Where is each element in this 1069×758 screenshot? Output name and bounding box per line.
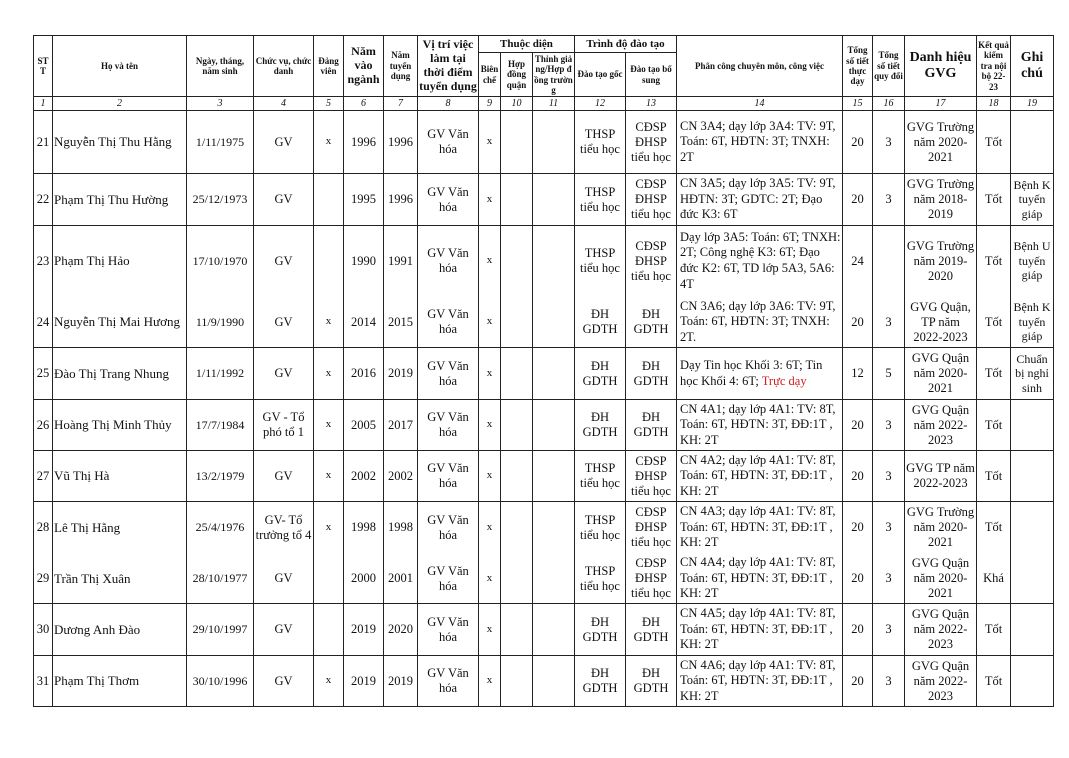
header-inspection: Kết quả kiểm tra nội bộ 22- 23 bbox=[977, 36, 1011, 97]
table-row bbox=[34, 554, 1054, 604]
cell-gvg: GVG TP năm 2022-2023 bbox=[905, 451, 977, 502]
cell-year-hired: 1991 bbox=[384, 226, 418, 297]
header-training: Trình độ đào tạo bbox=[575, 36, 677, 53]
cell-year-field: 2019 bbox=[344, 656, 384, 707]
cell-orig: THSP tiểu học bbox=[575, 174, 626, 226]
column-number: 14 bbox=[677, 97, 843, 111]
assignment-text: CN 3A5; dạy lớp 3A5: TV: 9T, HĐTN: 3T; GDTC: 2T; Đạo đức K3: 6T bbox=[680, 176, 836, 222]
cell-year-hired: 1996 bbox=[384, 174, 418, 226]
cell-perm: x bbox=[479, 226, 501, 297]
table-row bbox=[34, 451, 1054, 502]
cell-empty bbox=[501, 656, 533, 707]
cell-year-hired: 2015 bbox=[384, 297, 418, 348]
staff-table bbox=[33, 35, 1054, 707]
column-number: 19 bbox=[1011, 97, 1054, 111]
cell-dob: 11/9/1990 bbox=[187, 297, 254, 348]
cell-dob: 25/4/1976 bbox=[187, 502, 254, 554]
cell-empty bbox=[533, 604, 575, 656]
cell-orig: THSP tiểu học bbox=[575, 226, 626, 297]
header-cat-school: Thỉnh giảng/Hợp đồng trường bbox=[534, 53, 573, 95]
cell-name: Lê Thị Hằng bbox=[53, 502, 187, 554]
cell-job: GV Văn hóa bbox=[418, 226, 479, 297]
cell-stt: 28 bbox=[34, 502, 53, 554]
cell-position: GV bbox=[254, 348, 314, 400]
header-periods-actual: Tổng số tiết thực dạy bbox=[843, 36, 873, 97]
cell-year-field: 1996 bbox=[344, 111, 384, 174]
cell-job: GV Văn hóa bbox=[418, 174, 479, 226]
column-number: 5 bbox=[314, 97, 344, 111]
column-number: 18 bbox=[977, 97, 1011, 111]
cell-year-hired: 1996 bbox=[384, 111, 418, 174]
cell-position: GV bbox=[254, 451, 314, 502]
cell-note: Chuẩn bị nghỉ sinh bbox=[1011, 348, 1054, 400]
table-row bbox=[34, 348, 1054, 400]
header-train-orig: Đào tạo gốc bbox=[575, 53, 626, 97]
cell-p-actual: 20 bbox=[843, 554, 873, 604]
cell-year-field: 2000 bbox=[344, 554, 384, 604]
cell-extra: CĐSP ĐHSP tiểu học bbox=[626, 226, 677, 297]
assignment-text: CN 4A3; dạy lớp 4A1: TV: 8T, Toán: 6T, HĐTN: 3T, ĐĐ:1T , KH: 2T bbox=[680, 504, 836, 550]
assignment-text: Dạy lớp 3A5: Toán: 6T; TNXH: 2T; Công nghệ K3: 6T; Đạo đức K2: 6T, TD lớp 5A3, 5A6: 4T bbox=[680, 229, 841, 291]
cell-p-conv: 3 bbox=[873, 604, 905, 656]
cell-p-conv: 3 bbox=[873, 400, 905, 451]
column-number: 11 bbox=[533, 97, 575, 111]
cell-result: Tốt bbox=[977, 297, 1011, 348]
cell-stt: 24 bbox=[34, 297, 53, 348]
column-number: 3 bbox=[187, 97, 254, 111]
cell-result: Tốt bbox=[977, 111, 1011, 174]
cell-extra: ĐH GDTH bbox=[626, 604, 677, 656]
cell-p-conv: 3 bbox=[873, 297, 905, 348]
cell-p-conv: 3 bbox=[873, 656, 905, 707]
cell-assign bbox=[677, 174, 843, 226]
cell-assign bbox=[677, 297, 843, 348]
cell-gvg: GVG Trường năm 2019-2020 bbox=[905, 226, 977, 297]
table-row bbox=[34, 400, 1054, 451]
cell-p-actual: 20 bbox=[843, 400, 873, 451]
cell-dob: 1/11/1975 bbox=[187, 111, 254, 174]
cell-year-hired: 2001 bbox=[384, 554, 418, 604]
cell-dob: 1/11/1992 bbox=[187, 348, 254, 400]
cell-empty bbox=[501, 554, 533, 604]
cell-perm: x bbox=[479, 554, 501, 604]
cell-gvg: GVG Quận năm 2022-2023 bbox=[905, 604, 977, 656]
cell-job: GV Văn hóa bbox=[418, 451, 479, 502]
cell-stt: 23 bbox=[34, 226, 53, 297]
cell-party: x bbox=[314, 297, 344, 348]
cell-job: GV Văn hóa bbox=[418, 604, 479, 656]
column-number: 10 bbox=[501, 97, 533, 111]
cell-assign bbox=[677, 348, 843, 400]
cell-empty bbox=[501, 111, 533, 174]
header-train-extra: Đào tạo bổ sung bbox=[626, 53, 677, 97]
cell-empty bbox=[533, 656, 575, 707]
cell-extra: CĐSP ĐHSP tiểu học bbox=[626, 554, 677, 604]
header-periods-conv: Tổng số tiết quy đổi bbox=[873, 36, 905, 97]
assignment-text: CN 4A6; dạy lớp 4A1: TV: 8T, Toán: 6T, HĐTN: 3T, ĐĐ:1T , KH: 2T bbox=[680, 657, 836, 703]
cell-dob: 13/2/1979 bbox=[187, 451, 254, 502]
cell-year-hired: 2020 bbox=[384, 604, 418, 656]
assignment-text: CN 3A4; dạy lớp 3A4: TV: 9T, Toán: 6T, HĐTN: 3T; TNXH: 2T bbox=[680, 118, 836, 164]
cell-gvg: GVG Quận năm 2020-2021 bbox=[905, 554, 977, 604]
cell-assign bbox=[677, 226, 843, 297]
cell-extra: CĐSP ĐHSP tiểu học bbox=[626, 111, 677, 174]
cell-stt: 27 bbox=[34, 451, 53, 502]
cell-job: GV Văn hóa bbox=[418, 554, 479, 604]
cell-gvg: GVG Quận năm 2022-2023 bbox=[905, 656, 977, 707]
cell-p-actual: 20 bbox=[843, 502, 873, 554]
cell-result: Tốt bbox=[977, 451, 1011, 502]
assignment-text: CN 4A5; dạy lớp 4A1: TV: 8T, Toán: 6T, HĐTN: 3T, ĐĐ:1T , KH: 2T bbox=[680, 606, 836, 652]
cell-position: GV bbox=[254, 226, 314, 297]
cell-empty bbox=[501, 451, 533, 502]
cell-empty bbox=[533, 400, 575, 451]
cell-p-conv: 3 bbox=[873, 554, 905, 604]
cell-position: GV bbox=[254, 554, 314, 604]
cell-p-actual: 20 bbox=[843, 451, 873, 502]
cell-assign bbox=[677, 656, 843, 707]
column-number: 15 bbox=[843, 97, 873, 111]
cell-year-hired: 2017 bbox=[384, 400, 418, 451]
cell-extra: CĐSP ĐHSP tiểu học bbox=[626, 174, 677, 226]
cell-empty bbox=[501, 348, 533, 400]
cell-extra: CĐSP ĐHSP tiểu học bbox=[626, 502, 677, 554]
cell-p-conv: 3 bbox=[873, 111, 905, 174]
cell-year-hired: 2019 bbox=[384, 348, 418, 400]
cell-dob: 17/10/1970 bbox=[187, 226, 254, 297]
cell-extra: ĐH GDTH bbox=[626, 656, 677, 707]
cell-empty bbox=[501, 226, 533, 297]
cell-assign bbox=[677, 604, 843, 656]
cell-p-actual: 20 bbox=[843, 604, 873, 656]
header-job: Vị trí việc làm tại thời điểm tuyển dụng bbox=[418, 36, 479, 97]
cell-p-conv: 5 bbox=[873, 348, 905, 400]
cell-empty bbox=[501, 297, 533, 348]
cell-note: Bệnh U tuyến giáp bbox=[1011, 226, 1054, 297]
cell-note: Bệnh K tuyến giáp bbox=[1011, 297, 1054, 348]
cell-job: GV Văn hóa bbox=[418, 348, 479, 400]
cell-gvg: GVG Trường năm 2020-2021 bbox=[905, 111, 977, 174]
cell-perm: x bbox=[479, 111, 501, 174]
column-number: 7 bbox=[384, 97, 418, 111]
cell-p-conv bbox=[873, 226, 905, 297]
cell-empty bbox=[533, 297, 575, 348]
cell-perm: x bbox=[479, 502, 501, 554]
cell-p-actual: 20 bbox=[843, 111, 873, 174]
cell-name: Hoàng Thị Minh Thủy bbox=[53, 400, 187, 451]
cell-year-hired: 2002 bbox=[384, 451, 418, 502]
column-number: 13 bbox=[626, 97, 677, 111]
cell-job: GV Văn hóa bbox=[418, 297, 479, 348]
cell-party: x bbox=[314, 348, 344, 400]
cell-result: Tốt bbox=[977, 604, 1011, 656]
cell-position: GV bbox=[254, 604, 314, 656]
cell-party bbox=[314, 226, 344, 297]
cell-gvg: GVG Quận năm 2020-2021 bbox=[905, 348, 977, 400]
cell-orig: ĐH GDTH bbox=[575, 400, 626, 451]
header-stt: ST T bbox=[34, 36, 53, 97]
table-row bbox=[34, 111, 1054, 174]
cell-position: GV- Tổ trưởng tổ 4 bbox=[254, 502, 314, 554]
cell-perm: x bbox=[479, 656, 501, 707]
table-row bbox=[34, 174, 1054, 226]
cell-empty bbox=[533, 174, 575, 226]
assignment-text: CN 4A4; dạy lớp 4A1: TV: 8T, Toán: 6T, HĐTN: 3T, ĐĐ:1T , KH: 2T bbox=[680, 555, 836, 601]
cell-position: GV - Tổ phó tổ 1 bbox=[254, 400, 314, 451]
cell-job: GV Văn hóa bbox=[418, 111, 479, 174]
cell-stt: 22 bbox=[34, 174, 53, 226]
cell-assign bbox=[677, 451, 843, 502]
cell-dob: 17/7/1984 bbox=[187, 400, 254, 451]
cell-p-actual: 20 bbox=[843, 174, 873, 226]
cell-perm: x bbox=[479, 348, 501, 400]
cell-p-actual: 12 bbox=[843, 348, 873, 400]
cell-dob: 25/12/1973 bbox=[187, 174, 254, 226]
header-cat-district: Hợp đồng quận bbox=[501, 53, 533, 97]
cell-perm: x bbox=[479, 604, 501, 656]
cell-gvg: GVG Trường năm 2018-2019 bbox=[905, 174, 977, 226]
cell-party: x bbox=[314, 451, 344, 502]
cell-p-conv: 3 bbox=[873, 451, 905, 502]
cell-orig: ĐH GDTH bbox=[575, 348, 626, 400]
assignment-text: CN 4A2; dạy lớp 4A1: TV: 8T, Toán: 6T, HĐTN: 3T, ĐĐ:1T , KH: 2T bbox=[680, 452, 836, 498]
cell-result: Khá bbox=[977, 554, 1011, 604]
cell-empty bbox=[533, 554, 575, 604]
cell-empty bbox=[533, 348, 575, 400]
cell-p-actual: 24 bbox=[843, 226, 873, 297]
cell-p-actual: 20 bbox=[843, 297, 873, 348]
cell-perm: x bbox=[479, 174, 501, 226]
cell-name: Nguyễn Thị Mai Hương bbox=[53, 297, 187, 348]
cell-job: GV Văn hóa bbox=[418, 400, 479, 451]
cell-year-field: 2002 bbox=[344, 451, 384, 502]
header-year-hired: Năm tuyển dụng bbox=[384, 36, 418, 97]
cell-party: x bbox=[314, 502, 344, 554]
header-dob: Ngày, tháng, năm sinh bbox=[187, 36, 254, 97]
assignment-text: Dạy Tin học Khối 3: 6T; Tin học Khối 4: 6T; bbox=[680, 357, 823, 388]
cell-assign bbox=[677, 502, 843, 554]
header-name: Họ và tên bbox=[53, 36, 187, 97]
cell-name: Phạm Thị Thu Hường bbox=[53, 174, 187, 226]
cell-stt: 31 bbox=[34, 656, 53, 707]
header-position: Chức vụ, chức danh bbox=[254, 36, 314, 97]
cell-note bbox=[1011, 554, 1054, 604]
cell-name: Phạm Thị Thơm bbox=[53, 656, 187, 707]
cell-stt: 25 bbox=[34, 348, 53, 400]
cell-year-field: 1995 bbox=[344, 174, 384, 226]
column-number: 9 bbox=[479, 97, 501, 111]
cell-job: GV Văn hóa bbox=[418, 656, 479, 707]
cell-dob: 28/10/1977 bbox=[187, 554, 254, 604]
header-category: Thuộc diện bbox=[479, 36, 575, 53]
cell-year-field: 2014 bbox=[344, 297, 384, 348]
cell-empty bbox=[501, 174, 533, 226]
cell-note bbox=[1011, 604, 1054, 656]
column-number: 2 bbox=[53, 97, 187, 111]
cell-party: x bbox=[314, 656, 344, 707]
cell-year-field: 2016 bbox=[344, 348, 384, 400]
header-note: Ghi chú bbox=[1011, 36, 1054, 97]
cell-p-conv: 3 bbox=[873, 174, 905, 226]
cell-assign bbox=[677, 400, 843, 451]
cell-orig: THSP tiểu học bbox=[575, 111, 626, 174]
cell-year-field: 1998 bbox=[344, 502, 384, 554]
cell-name: Dương Anh Đào bbox=[53, 604, 187, 656]
header-year-field: Năm vào ngành bbox=[344, 36, 384, 97]
cell-note bbox=[1011, 656, 1054, 707]
cell-note: Bệnh K tuyến giáp bbox=[1011, 174, 1054, 226]
cell-result: Tốt bbox=[977, 348, 1011, 400]
cell-empty bbox=[533, 502, 575, 554]
cell-orig: ĐH GDTH bbox=[575, 297, 626, 348]
cell-party bbox=[314, 604, 344, 656]
cell-result: Tốt bbox=[977, 502, 1011, 554]
column-number: 12 bbox=[575, 97, 626, 111]
cell-year-field: 2019 bbox=[344, 604, 384, 656]
cell-position: GV bbox=[254, 111, 314, 174]
cell-position: GV bbox=[254, 656, 314, 707]
cell-orig: THSP tiểu học bbox=[575, 451, 626, 502]
cell-assign bbox=[677, 111, 843, 174]
cell-empty bbox=[501, 604, 533, 656]
assignment-highlight: Trực dạy bbox=[761, 373, 807, 388]
cell-result: Tốt bbox=[977, 656, 1011, 707]
cell-year-hired: 1998 bbox=[384, 502, 418, 554]
cell-note bbox=[1011, 400, 1054, 451]
cell-party: x bbox=[314, 111, 344, 174]
header-party: Đảng viên bbox=[314, 36, 344, 97]
column-number: 1 bbox=[34, 97, 53, 111]
cell-result: Tốt bbox=[977, 174, 1011, 226]
cell-dob: 29/10/1997 bbox=[187, 604, 254, 656]
column-number: 17 bbox=[905, 97, 977, 111]
cell-perm: x bbox=[479, 451, 501, 502]
header-assignment: Phân công chuyên môn, công việc bbox=[677, 36, 843, 97]
cell-p-actual: 20 bbox=[843, 656, 873, 707]
cell-orig: ĐH GDTH bbox=[575, 656, 626, 707]
cell-note bbox=[1011, 451, 1054, 502]
table-row bbox=[34, 226, 1054, 297]
assignment-text: CN 3A6; dạy lớp 3A6: TV: 9T, Toán: 6T, HĐTN: 3T; TNXH: 2T. bbox=[680, 298, 836, 344]
assignment-text: CN 4A1; dạy lớp 4A1: TV: 8T, Toán: 6T, HĐTN: 3T, ĐĐ:1T , KH: 2T bbox=[680, 401, 836, 447]
cell-empty bbox=[501, 400, 533, 451]
cell-perm: x bbox=[479, 400, 501, 451]
cell-stt: 21 bbox=[34, 111, 53, 174]
cell-p-conv: 3 bbox=[873, 502, 905, 554]
cell-position: GV bbox=[254, 174, 314, 226]
cell-dob: 30/10/1996 bbox=[187, 656, 254, 707]
cell-job: GV Văn hóa bbox=[418, 502, 479, 554]
cell-note bbox=[1011, 111, 1054, 174]
cell-year-hired: 2019 bbox=[384, 656, 418, 707]
header-gvg: Danh hiệu GVG bbox=[905, 36, 977, 97]
cell-extra: ĐH GDTH bbox=[626, 348, 677, 400]
cell-note bbox=[1011, 502, 1054, 554]
cell-gvg: GVG Trường năm 2020-2021 bbox=[905, 502, 977, 554]
column-number: 8 bbox=[418, 97, 479, 111]
cell-empty bbox=[533, 226, 575, 297]
table-row bbox=[34, 502, 1054, 554]
cell-orig: THSP tiểu học bbox=[575, 554, 626, 604]
cell-name: Vũ Thị Hà bbox=[53, 451, 187, 502]
table-row bbox=[34, 604, 1054, 656]
cell-assign bbox=[677, 554, 843, 604]
cell-name: Trần Thị Xuân bbox=[53, 554, 187, 604]
cell-orig: THSP tiểu học bbox=[575, 502, 626, 554]
column-number: 4 bbox=[254, 97, 314, 111]
cell-extra: ĐH GDTH bbox=[626, 297, 677, 348]
cell-extra: CĐSP ĐHSP tiểu học bbox=[626, 451, 677, 502]
cell-empty bbox=[533, 111, 575, 174]
cell-extra: ĐH GDTH bbox=[626, 400, 677, 451]
cell-stt: 29 bbox=[34, 554, 53, 604]
cell-empty bbox=[501, 502, 533, 554]
cell-perm: x bbox=[479, 297, 501, 348]
cell-stt: 30 bbox=[34, 604, 53, 656]
cell-name: Đào Thị Trang Nhung bbox=[53, 348, 187, 400]
cell-name: Phạm Thị Hảo bbox=[53, 226, 187, 297]
cell-party bbox=[314, 554, 344, 604]
cell-stt: 26 bbox=[34, 400, 53, 451]
cell-empty bbox=[533, 451, 575, 502]
cell-party bbox=[314, 174, 344, 226]
column-number: 6 bbox=[344, 97, 384, 111]
table-row bbox=[34, 656, 1054, 707]
cell-gvg: GVG Quận năm 2022-2023 bbox=[905, 400, 977, 451]
cell-result: Tốt bbox=[977, 400, 1011, 451]
cell-gvg: GVG Quận, TP năm 2022-2023 bbox=[905, 297, 977, 348]
cell-orig: ĐH GDTH bbox=[575, 604, 626, 656]
cell-result: Tốt bbox=[977, 226, 1011, 297]
cell-party: x bbox=[314, 400, 344, 451]
column-number: 16 bbox=[873, 97, 905, 111]
header-cat-permanent: Biên chế bbox=[479, 53, 501, 97]
cell-year-field: 2005 bbox=[344, 400, 384, 451]
table-row bbox=[34, 297, 1054, 348]
cell-year-field: 1990 bbox=[344, 226, 384, 297]
cell-position: GV bbox=[254, 297, 314, 348]
cell-name: Nguyễn Thị Thu Hằng bbox=[53, 111, 187, 174]
